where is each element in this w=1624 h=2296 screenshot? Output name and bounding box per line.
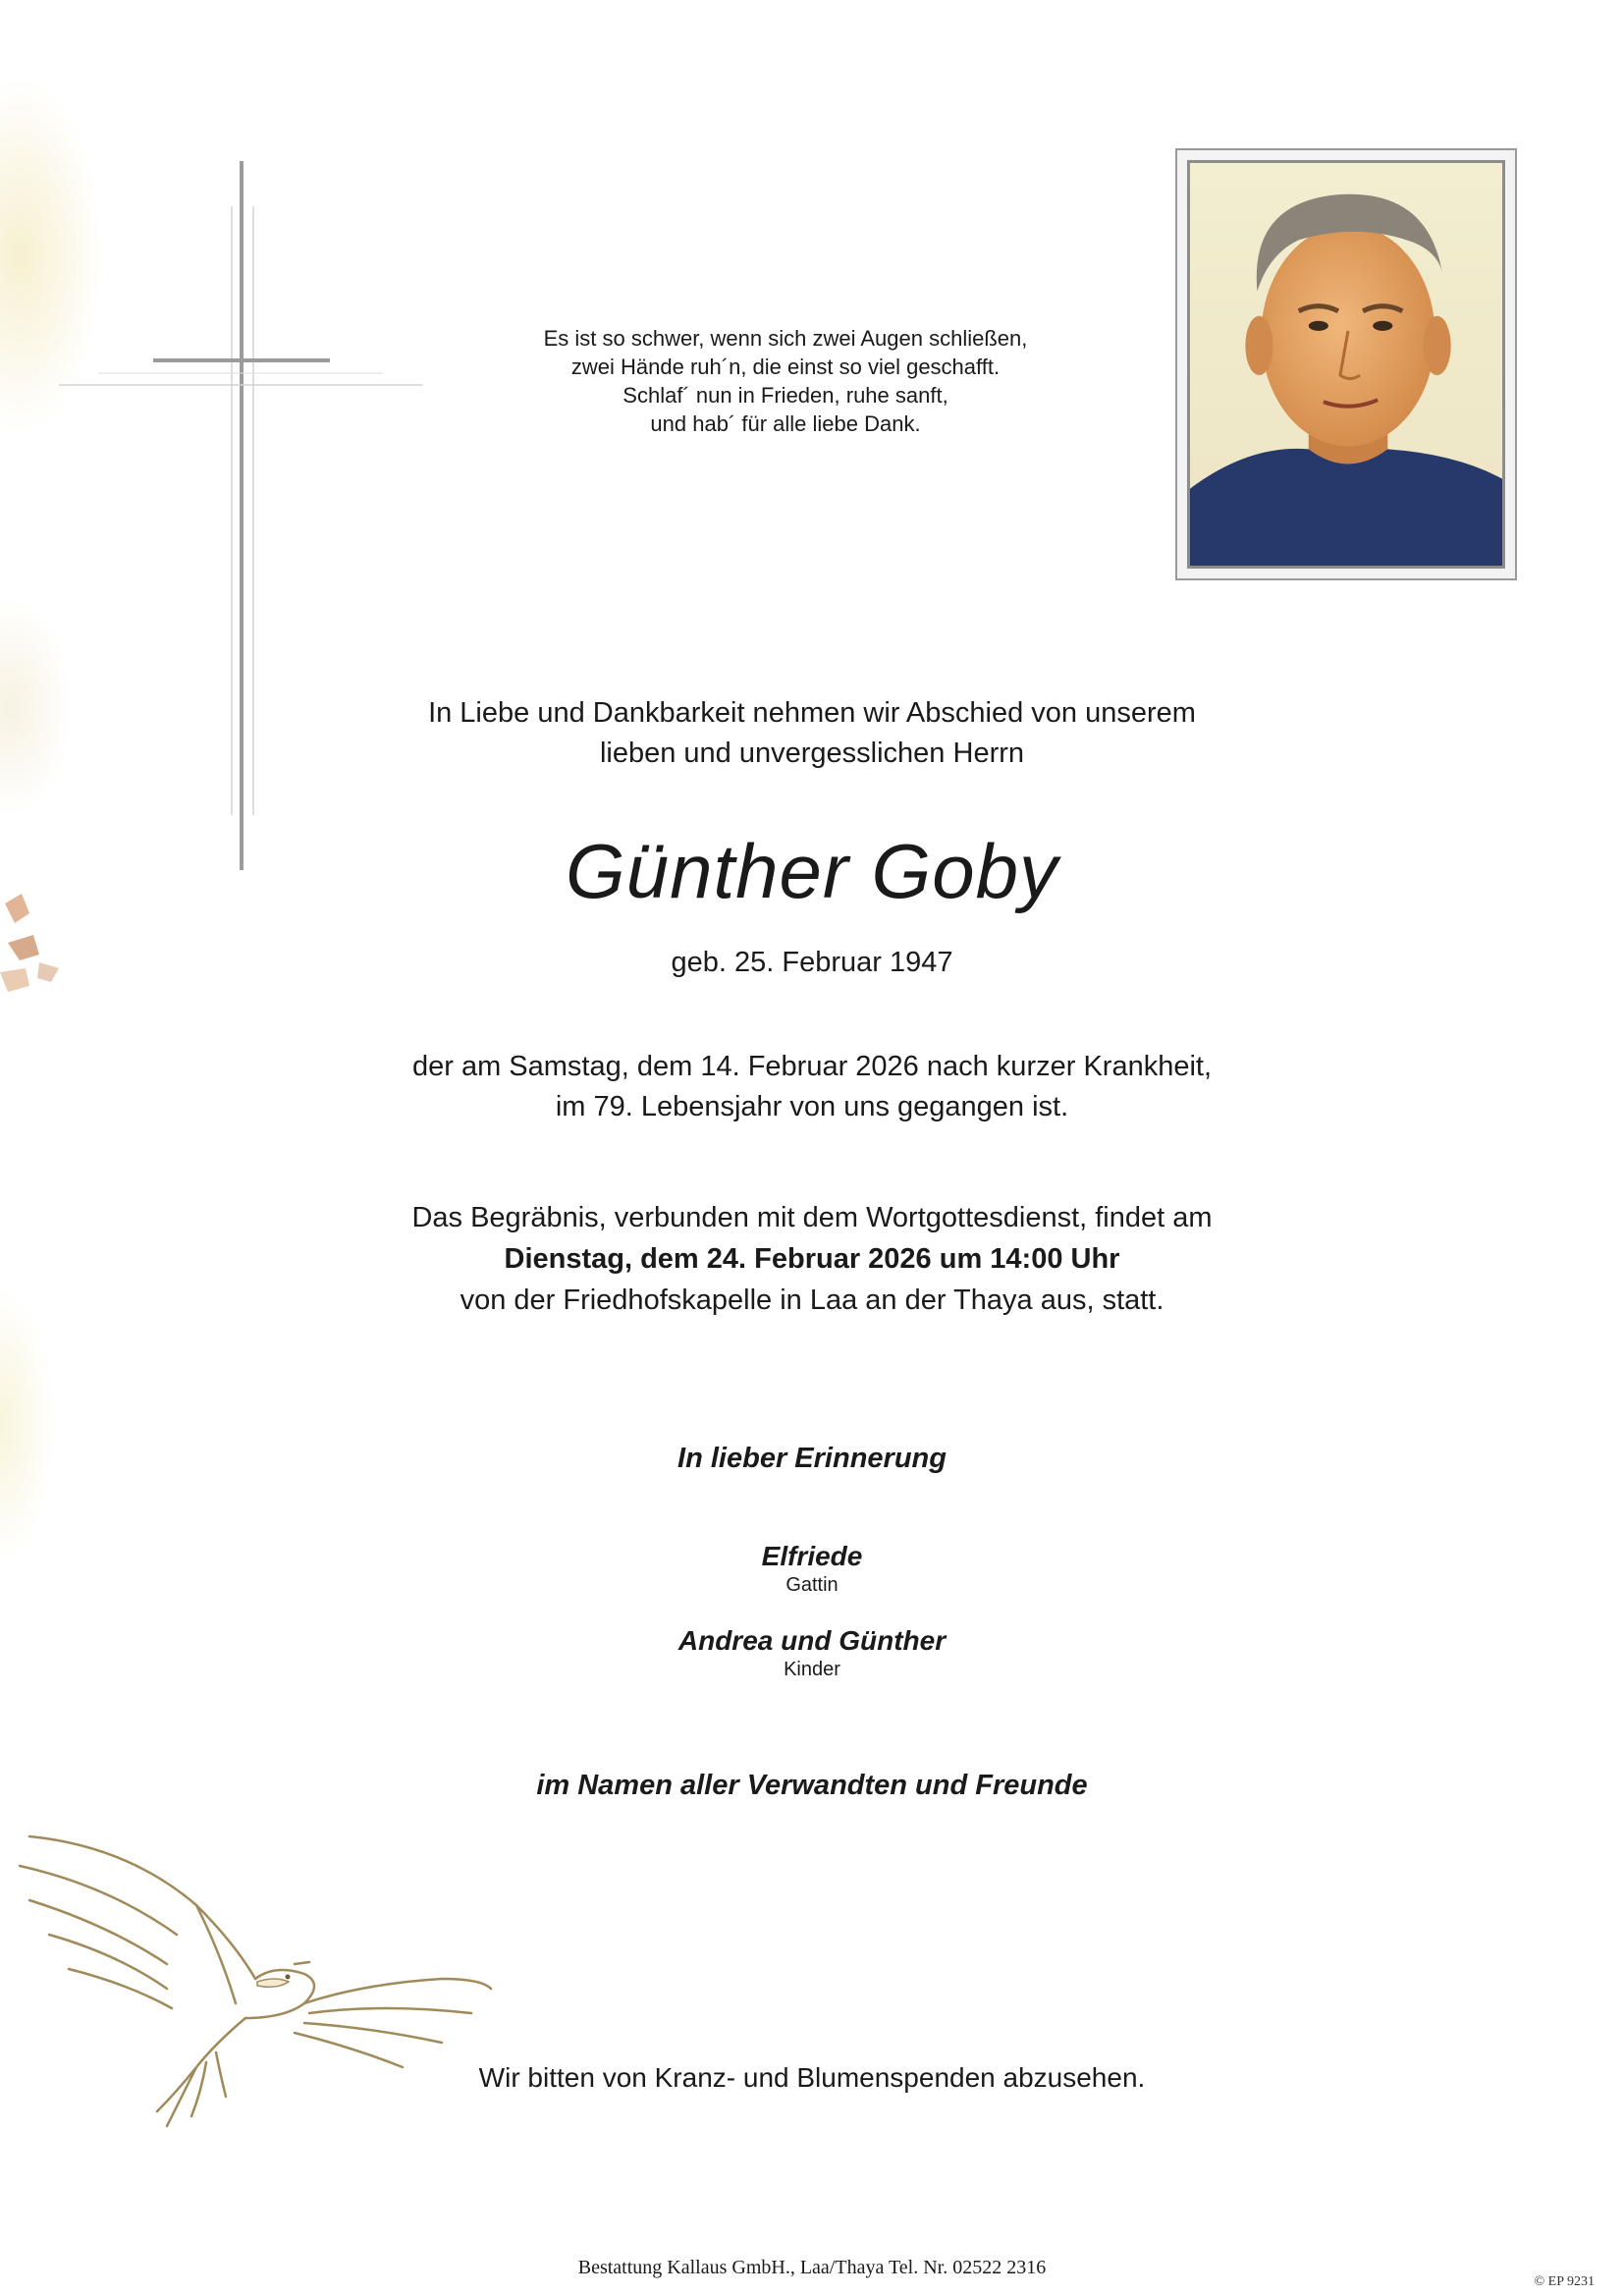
portrait-frame	[1175, 148, 1517, 580]
poem-line: zwei Hände ruh´n, die einst so viel geschafft.	[570, 355, 1001, 379]
poem	[442, 324, 1129, 438]
intro-line: In Liebe und Dankbarkeit nehmen wir Abschied von unserem	[428, 697, 1196, 729]
birth-date: geb. 25. Februar 1947	[671, 947, 953, 978]
death-line: im 79. Lebensjahr von uns gegangen ist.	[555, 1091, 1069, 1122]
funeral-location: von der Friedhofskapelle in Laa an der Thaya aus, statt.	[460, 1285, 1164, 1316]
memory-heading: In lieber Erinnerung	[677, 1443, 947, 1474]
death-line: der am Samstag, dem 14. Februar 2026 nach kurzer Krankheit,	[411, 1051, 1213, 1082]
funeral-home-footer: Bestattung Kallaus GmbH., Laa/Thaya Tel. Nr. 02522 2316	[577, 2257, 1047, 2278]
death-notice	[321, 1047, 1303, 1127]
portrait-image	[1190, 163, 1502, 566]
mourner-role: Gattin	[785, 1574, 839, 1596]
portrait-photo	[1187, 160, 1505, 569]
poem-line: und hab´ für alle liebe Dank.	[650, 411, 921, 436]
mourner-name: Andrea und Günther	[677, 1625, 947, 1656]
autumn-leaves-decoration	[0, 884, 79, 1041]
closing-line: im Namen aller Verwandten und Freunde	[536, 1770, 1088, 1801]
mourner-entry	[321, 1540, 1303, 1597]
intro-text	[321, 693, 1303, 774]
intro-line: lieben und unvergesslichen Herrn	[599, 738, 1025, 769]
poem-line: Es ist so schwer, wenn sich zwei Augen schließen,	[543, 326, 1028, 351]
print-code: © EP 9231	[1534, 2274, 1595, 2289]
mourner-entry	[321, 1624, 1303, 1681]
donation-request: Wir bitten von Kranz- und Blumenspenden abzusehen.	[478, 2062, 1146, 2093]
mourner-name: Elfriede	[761, 1541, 863, 1571]
deceased-name: Günther Goby	[566, 828, 1058, 914]
mourner-role: Kinder	[784, 1659, 840, 1680]
poem-line: Schlaf´ nun in Frieden, ruhe sanft,	[623, 383, 948, 408]
cross-icon	[59, 157, 432, 884]
funeral-details	[321, 1197, 1303, 1321]
funeral-line: Das Begräbnis, verbunden mit dem Wortgottesdienst, findet am	[411, 1202, 1213, 1233]
funeral-date-time: Dienstag, dem 24. Februar 2026 um 14:00 Uhr	[504, 1243, 1120, 1275]
